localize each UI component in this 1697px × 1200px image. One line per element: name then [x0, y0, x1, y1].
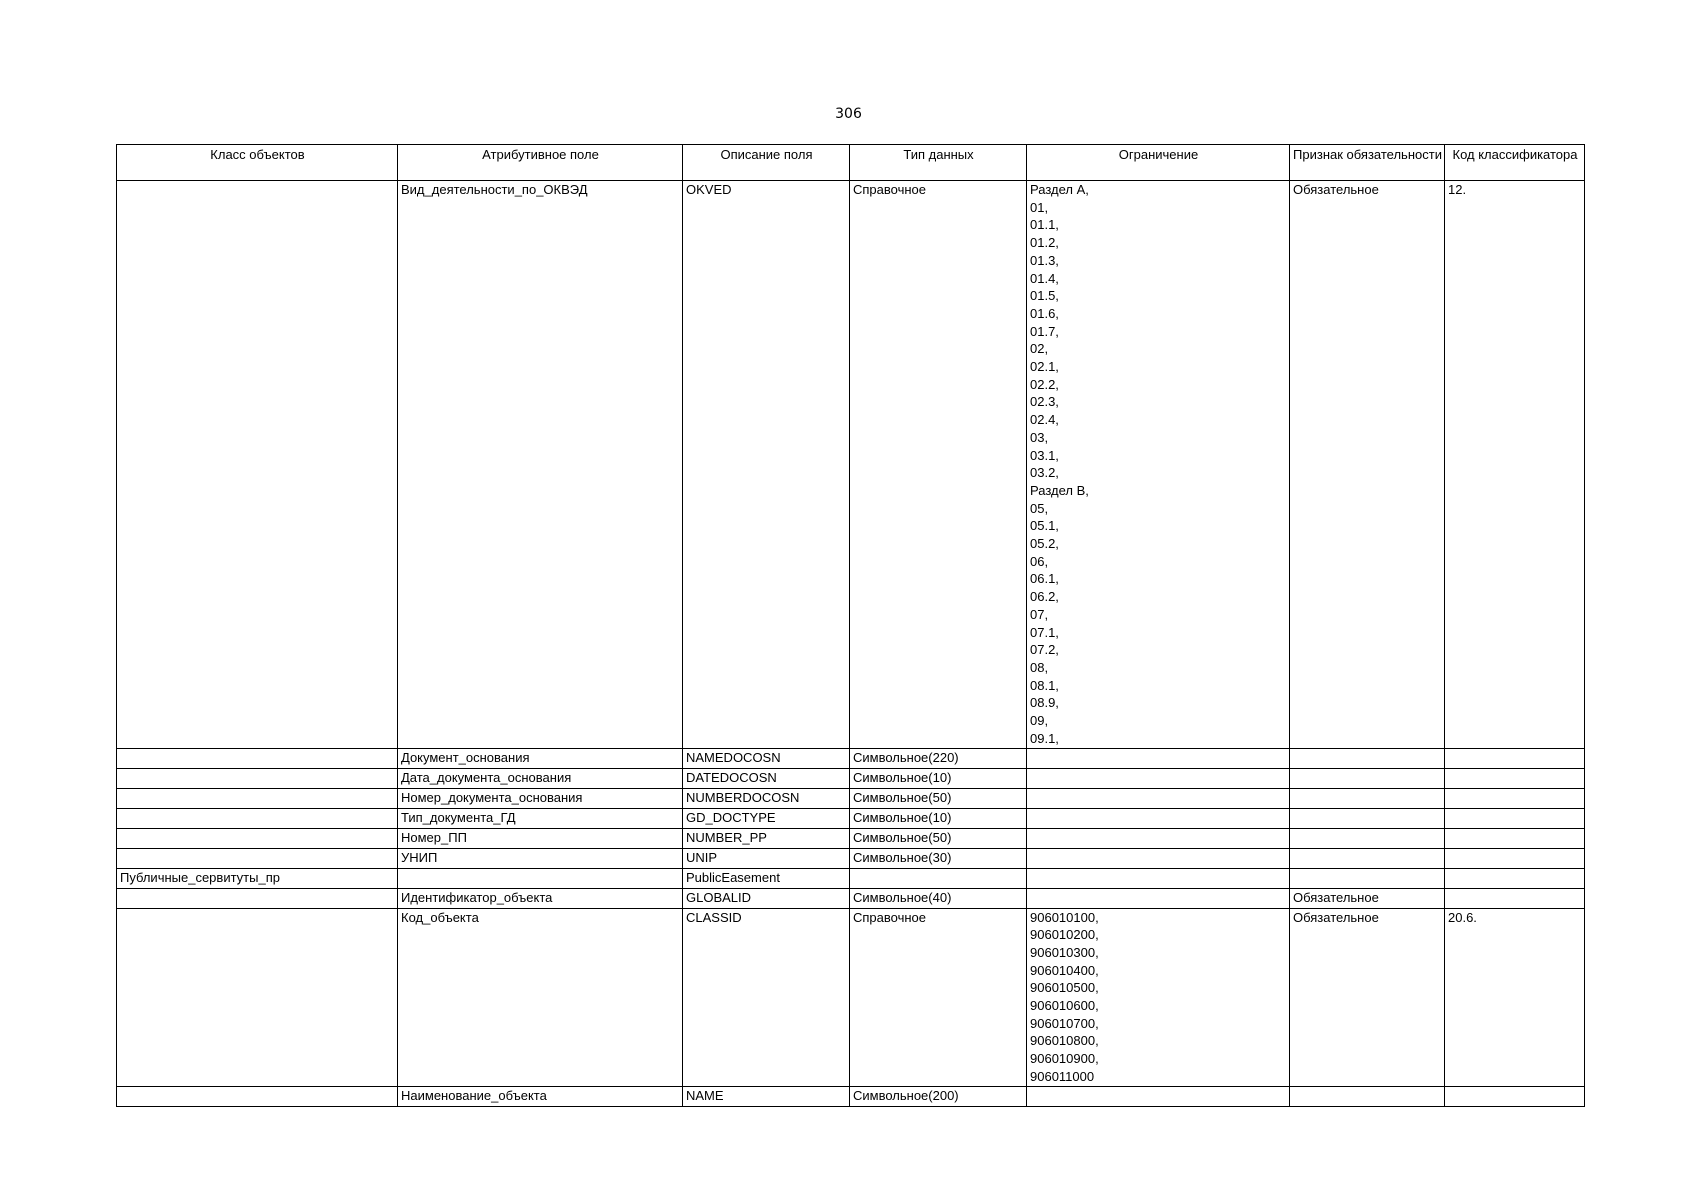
cell-required: [1290, 848, 1445, 868]
cell-description: GLOBALID: [683, 888, 850, 908]
cell-description: GD_DOCTYPE: [683, 808, 850, 828]
header-row: [117, 145, 1585, 181]
cell-description: DATEDOCOSN: [683, 768, 850, 788]
table-row: [117, 748, 1585, 768]
cell-type: [850, 868, 1027, 888]
cell-description: NAME: [683, 1086, 850, 1106]
cell-description: NUMBERDOCOSN: [683, 788, 850, 808]
cell-attribute: Тип_документа_ГД: [398, 808, 683, 828]
table-row: [117, 788, 1585, 808]
cell-attribute: Вид_деятельности_по_ОКВЭД: [398, 181, 683, 749]
cell-type: Символьное(10): [850, 808, 1027, 828]
cell-constraint: [1027, 828, 1290, 848]
table-row: [117, 908, 1585, 1086]
cell-required: [1290, 1086, 1445, 1106]
header-constraint: Ограничение: [1027, 145, 1290, 181]
cell-class: [117, 768, 398, 788]
cell-required: Обязательное: [1290, 181, 1445, 749]
cell-code: [1445, 828, 1585, 848]
cell-code: [1445, 808, 1585, 828]
cell-class: Публичные_сервитуты_пр: [117, 868, 398, 888]
cell-type: Справочное: [850, 908, 1027, 1086]
cell-attribute: Код_объекта: [398, 908, 683, 1086]
cell-required: [1290, 808, 1445, 828]
page-number: 306: [835, 106, 862, 122]
cell-constraint: [1027, 1086, 1290, 1106]
cell-required: Обязательное: [1290, 888, 1445, 908]
cell-constraint: [1027, 748, 1290, 768]
cell-attribute: [398, 868, 683, 888]
cell-code: [1445, 748, 1585, 768]
cell-description: NUMBER_PP: [683, 828, 850, 848]
cell-class: [117, 908, 398, 1086]
cell-type: Символьное(50): [850, 828, 1027, 848]
cell-constraint: [1027, 868, 1290, 888]
cell-attribute: Документ_основания: [398, 748, 683, 768]
cell-constraint: Раздел А, 01, 01.1, 01.2, 01.3, 01.4, 01.5, 01.6, 01.7, 02, 02.1, 02.2, 02.3, 02.4, 03, 03.1, 03.2, Раздел В, 05, 05.1, 05.2, 06, 06.1, 06.2, 07, 07.1, 07.2, 08, 08.1, 08.9, 09, 09.1,: [1027, 181, 1290, 749]
cell-constraint: [1027, 848, 1290, 868]
table-row: [117, 888, 1585, 908]
cell-constraint: [1027, 768, 1290, 788]
table-row: [117, 868, 1585, 888]
cell-attribute: Наименование_объекта: [398, 1086, 683, 1106]
cell-constraint: [1027, 788, 1290, 808]
cell-class: [117, 181, 398, 749]
table-row: [117, 1086, 1585, 1106]
cell-class: [117, 828, 398, 848]
cell-class: [117, 1086, 398, 1106]
table-row: [117, 768, 1585, 788]
cell-class: [117, 888, 398, 908]
cell-required: [1290, 768, 1445, 788]
cell-type: Символьное(50): [850, 788, 1027, 808]
cell-required: [1290, 748, 1445, 768]
cell-attribute: УНИП: [398, 848, 683, 868]
cell-type: Символьное(30): [850, 848, 1027, 868]
cell-type: Символьное(40): [850, 888, 1027, 908]
cell-code: 12.: [1445, 181, 1585, 749]
header-attribute-field: Атрибутивное поле: [398, 145, 683, 181]
cell-type: Справочное: [850, 181, 1027, 749]
cell-required: [1290, 868, 1445, 888]
cell-code: [1445, 788, 1585, 808]
cell-class: [117, 748, 398, 768]
cell-required: [1290, 788, 1445, 808]
cell-type: Символьное(200): [850, 1086, 1027, 1106]
table-row: [117, 181, 1585, 749]
cell-class: [117, 808, 398, 828]
cell-attribute: Номер_ПП: [398, 828, 683, 848]
cell-code: [1445, 1086, 1585, 1106]
header-object-class: Класс объектов: [117, 145, 398, 181]
header-required-flag: Признак обязательности: [1290, 145, 1445, 181]
cell-constraint: [1027, 808, 1290, 828]
cell-attribute: Номер_документа_основания: [398, 788, 683, 808]
cell-required: Обязательное: [1290, 908, 1445, 1086]
cell-description: OKVED: [683, 181, 850, 749]
cell-type: Символьное(10): [850, 768, 1027, 788]
cell-attribute: Идентификатор_объекта: [398, 888, 683, 908]
table-row: [117, 848, 1585, 868]
cell-class: [117, 848, 398, 868]
cell-attribute: Дата_документа_основания: [398, 768, 683, 788]
table-row: [117, 828, 1585, 848]
cell-code: [1445, 848, 1585, 868]
cell-code: [1445, 868, 1585, 888]
cell-code: [1445, 768, 1585, 788]
cell-code: [1445, 888, 1585, 908]
cell-required: [1290, 828, 1445, 848]
cell-constraint: [1027, 888, 1290, 908]
table-row: [117, 808, 1585, 828]
header-field-description: Описание поля: [683, 145, 850, 181]
cell-code: 20.6.: [1445, 908, 1585, 1086]
header-data-type: Тип данных: [850, 145, 1027, 181]
cell-type: Символьное(220): [850, 748, 1027, 768]
cell-class: [117, 788, 398, 808]
cell-description: PublicEasement: [683, 868, 850, 888]
cell-constraint: 906010100, 906010200, 906010300, 906010400, 906010500, 906010600, 906010700, 906010800, 906010900, 906011000: [1027, 908, 1290, 1086]
cell-description: UNIP: [683, 848, 850, 868]
cell-description: NAMEDOCOSN: [683, 748, 850, 768]
cell-description: CLASSID: [683, 908, 850, 1086]
attribute-table: [116, 144, 1585, 1107]
header-classifier-code: Код классификатора: [1445, 145, 1585, 181]
